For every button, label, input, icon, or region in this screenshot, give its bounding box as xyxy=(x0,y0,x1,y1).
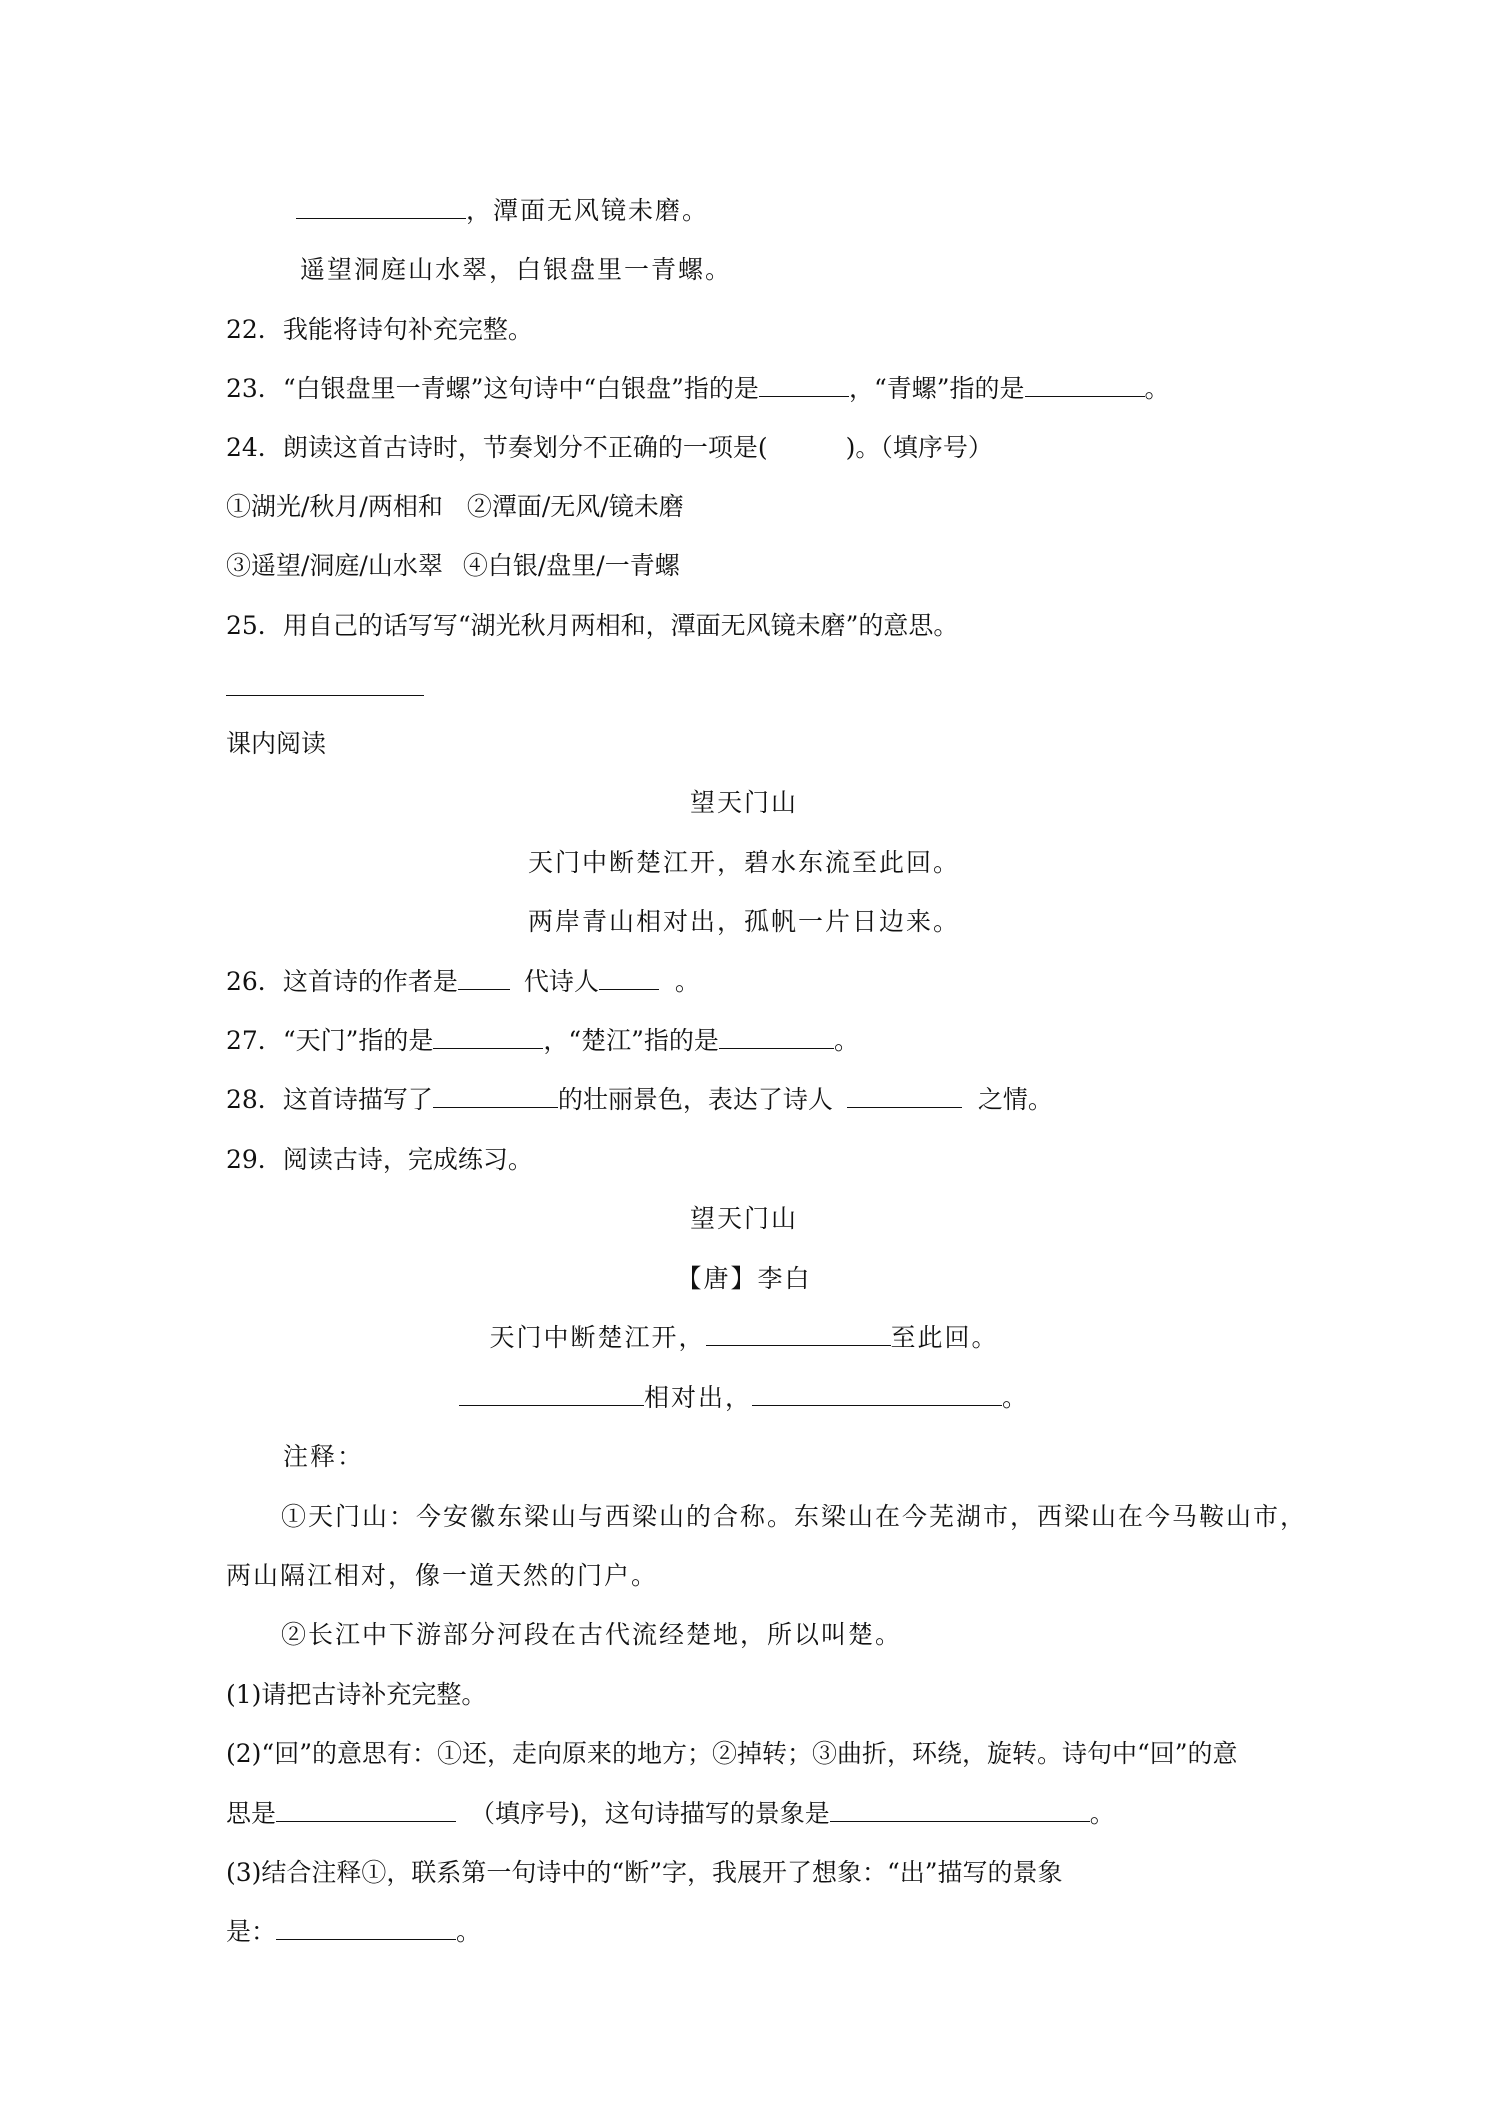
question-number: 23． xyxy=(226,374,283,403)
option-1: ①湖光/秋月/两相和 xyxy=(226,492,443,521)
question-24-options-row1 xyxy=(226,490,684,524)
question-28 xyxy=(226,1083,1053,1117)
sub-question-1: (1)请把古诗补充完整。 xyxy=(226,1680,487,1709)
question-26 xyxy=(226,965,700,999)
poem1-line2-blank[interactable] xyxy=(296,194,466,219)
sub-question-3-line-b xyxy=(226,1915,481,1949)
question-24-options-row2 xyxy=(226,549,680,583)
sub2-text-b: 思是 xyxy=(226,1799,277,1828)
sub3-text-b: 是： xyxy=(226,1917,277,1946)
question-text: 用自己的话写写“湖光秋月两相和，潭面无风镜未磨”的意思。 xyxy=(282,611,959,640)
poem2-line2: 两岸青山相对出，孤帆一片日边来。 xyxy=(527,907,960,936)
question-text-b: 代诗人 xyxy=(523,967,599,996)
answer-blank-tianmen[interactable] xyxy=(433,1024,543,1049)
question-text-a: 这首诗描写了 xyxy=(282,1085,433,1114)
poem3-line2-mid: 相对出， xyxy=(643,1383,752,1412)
question-text-a: 这首诗的作者是 xyxy=(282,967,458,996)
question-29 xyxy=(226,1143,533,1177)
notes-label: 注释： xyxy=(283,1442,365,1471)
answer-blank-chu-scene[interactable] xyxy=(276,1915,456,1940)
note-1-line-b: 两山隔江相对，像一道天然的门户。 xyxy=(226,1561,659,1590)
answer-line-25[interactable] xyxy=(226,695,424,696)
sub-question-3-line-a: (3)结合注释①，联系第一句诗中的“断”字，我展开了想象：“出”描写的景象 xyxy=(226,1858,1063,1887)
question-text-c: 。 xyxy=(833,1026,859,1055)
question-number: 24． xyxy=(226,433,283,462)
question-text-c: 。 xyxy=(674,967,700,996)
sub-question-2-line-b xyxy=(226,1797,1115,1831)
question-text-b: )。（填序号） xyxy=(845,433,993,462)
question-22 xyxy=(226,313,533,347)
question-number: 28． xyxy=(226,1085,283,1114)
question-27 xyxy=(226,1024,859,1058)
poem3-line2-tail: 。 xyxy=(1002,1383,1030,1412)
answer-blank-dynasty[interactable] xyxy=(458,965,510,990)
answer-blank-poet[interactable] xyxy=(599,965,659,990)
question-number: 25． xyxy=(226,611,283,640)
question-text-b: 的壮丽景色，表达了诗人 xyxy=(557,1085,833,1114)
section-title: 课内阅读 xyxy=(226,729,327,758)
note-2: ②长江中下游部分河段在古代流经楚地，所以叫楚。 xyxy=(281,1620,903,1649)
option-3: ③遥望/洞庭/山水翠 xyxy=(226,551,443,580)
question-text-a: “白银盘里一青螺”这句诗中“白银盘”指的是 xyxy=(282,374,759,403)
poem1-line3: 遥望洞庭山水翠，白银盘里一青螺。 xyxy=(300,255,733,284)
poem2-title: 望天门山 xyxy=(689,788,798,817)
poem1-line2 xyxy=(296,194,709,228)
poem3-blank-3[interactable] xyxy=(752,1381,1002,1406)
question-text-b: ，“楚江”指的是 xyxy=(543,1026,719,1055)
question-text-c: 之情。 xyxy=(977,1085,1053,1114)
poem3-blank-1[interactable] xyxy=(706,1321,891,1346)
question-text: 我能将诗句补充完整。 xyxy=(282,315,533,344)
answer-blank-scenery[interactable] xyxy=(433,1083,558,1108)
question-number: 27． xyxy=(226,1026,283,1055)
question-text-a: 朗读这首古诗时，节奏划分不正确的一项是( xyxy=(282,433,768,462)
sub2-text-d: 。 xyxy=(1089,1799,1115,1828)
answer-blank-qingluo[interactable] xyxy=(1025,372,1145,397)
sub3-text-c: 。 xyxy=(456,1917,482,1946)
poem3-line1-tail: 至此回。 xyxy=(890,1323,999,1352)
poem3-author: 【唐】李白 xyxy=(676,1264,812,1293)
question-number: 26． xyxy=(226,967,283,996)
poem3-title: 望天门山 xyxy=(689,1204,798,1233)
option-2: ②潭面/无风/镜未磨 xyxy=(466,492,684,521)
question-23 xyxy=(226,372,1170,406)
poem3-line1-head: 天门中断楚江开， xyxy=(489,1323,706,1352)
answer-blank-hui-meaning[interactable] xyxy=(276,1797,456,1822)
answer-blank-chujiang[interactable] xyxy=(719,1024,834,1049)
poem3-blank-2[interactable] xyxy=(459,1381,644,1406)
question-24 xyxy=(226,431,993,465)
sub-question-2-line-a: (2)“回”的意思有：①还，走向原来的地方；②掉转；③曲折，环绕，旋转。诗句中“回”的意 xyxy=(226,1739,1238,1768)
poem3-line2 xyxy=(0,1381,1488,1415)
answer-blank-baiyinpan[interactable] xyxy=(759,372,849,397)
question-text-b: ，“青螺”指的是 xyxy=(848,374,1025,403)
sub2-text-c: （填序号)，这句诗描写的景象是 xyxy=(470,1799,830,1828)
note-1-line-a: ①天门山：今安徽东梁山与西梁山的合称。东梁山在今芜湖市，西梁山在今马鞍山市， xyxy=(281,1502,1308,1531)
answer-blank-scene[interactable] xyxy=(830,1797,1090,1822)
question-text-a: “天门”指的是 xyxy=(282,1026,434,1055)
answer-blank-feeling[interactable] xyxy=(847,1083,962,1108)
question-25 xyxy=(226,609,958,643)
poem1-line2-tail: ，潭面无风镜未磨。 xyxy=(466,196,710,225)
question-text-c: 。 xyxy=(1144,374,1170,403)
question-number: 29． xyxy=(226,1145,283,1174)
question-text: 阅读古诗，完成练习。 xyxy=(282,1145,533,1174)
poem3-line1 xyxy=(0,1321,1488,1355)
poem2-line1: 天门中断楚江开，碧水东流至此回。 xyxy=(527,848,960,877)
question-number: 22． xyxy=(226,315,283,344)
option-4: ④白银/盘里/一青螺 xyxy=(462,551,680,580)
